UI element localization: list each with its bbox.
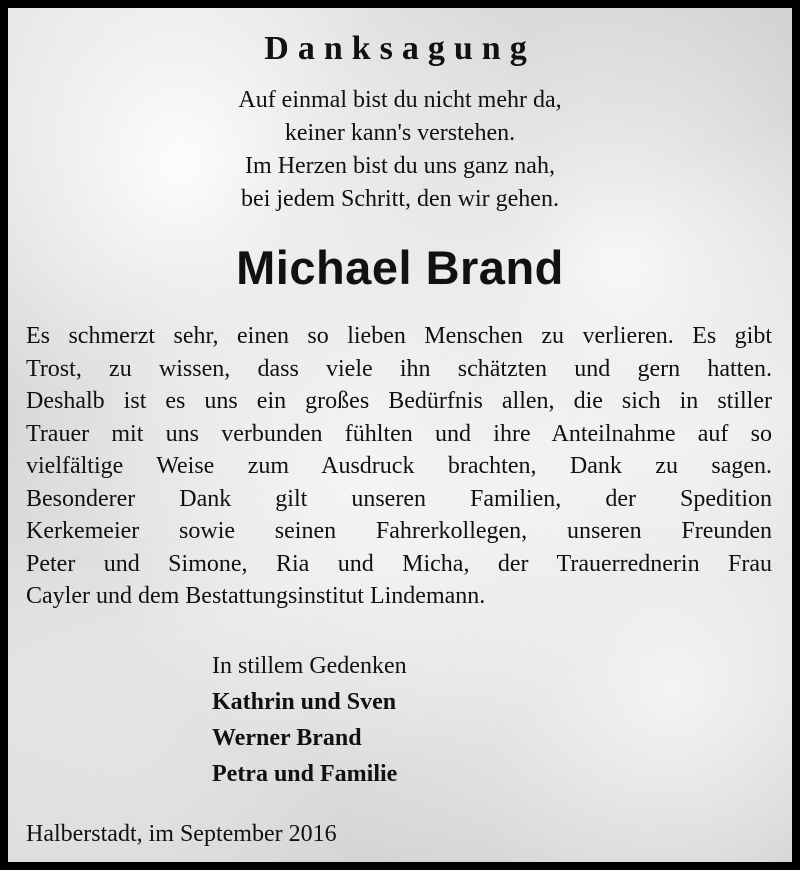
poem-line: keiner kann's verstehen. [284,120,516,146]
body-line: vielfältige Weise zum Ausdruck brachten, Dank zu sagen. [26,453,772,479]
poem-line: Auf einmal bist du nicht mehr da, [238,87,562,113]
body-line: Es schmerzt sehr, einen so lieben Menschen zu verlieren. Es gibt [26,323,772,349]
signatory: Werner Brand [212,725,362,751]
thank-you-text [26,320,772,613]
body-line: Deshalb ist es uns ein großes Bedürfnis allen, die sich in stiller [26,388,772,414]
closing-block [212,648,407,792]
signatory: Kathrin und Sven [212,689,397,715]
poem-line: bei jedem Schritt, den wir gehen. [241,186,559,212]
deceased-name: Michael Brand [236,241,564,294]
heading-danksagung: Danksagung [264,30,536,67]
body-line: Kerkemeier sowie seinen Fahrerkollegen, unseren Freunden [26,518,772,544]
body-line: Trauer mit uns verbunden fühlten und ihre Anteilnahme auf so [26,420,772,447]
poem [8,84,792,216]
poem-line: Im Herzen bist du uns ganz nah, [245,153,555,179]
body-line: Peter und Simone, Ria und Micha, der Trauerrednerin Frau [26,550,772,577]
signatory: Petra und Familie [212,761,398,787]
body-line: Besonderer Dank gilt unseren Familien, der Spedition [26,485,772,512]
body-line: Trost, zu wissen, dass viele ihn schätzten und gern hatten. [26,355,772,382]
body-line: Cayler und dem Bestattungsinstitut Lindemann. [26,583,486,609]
place-date: Halberstadt, im September 2016 [26,821,337,847]
obituary-notice [8,8,792,862]
closing-intro: In stillem Gedenken [212,653,407,679]
